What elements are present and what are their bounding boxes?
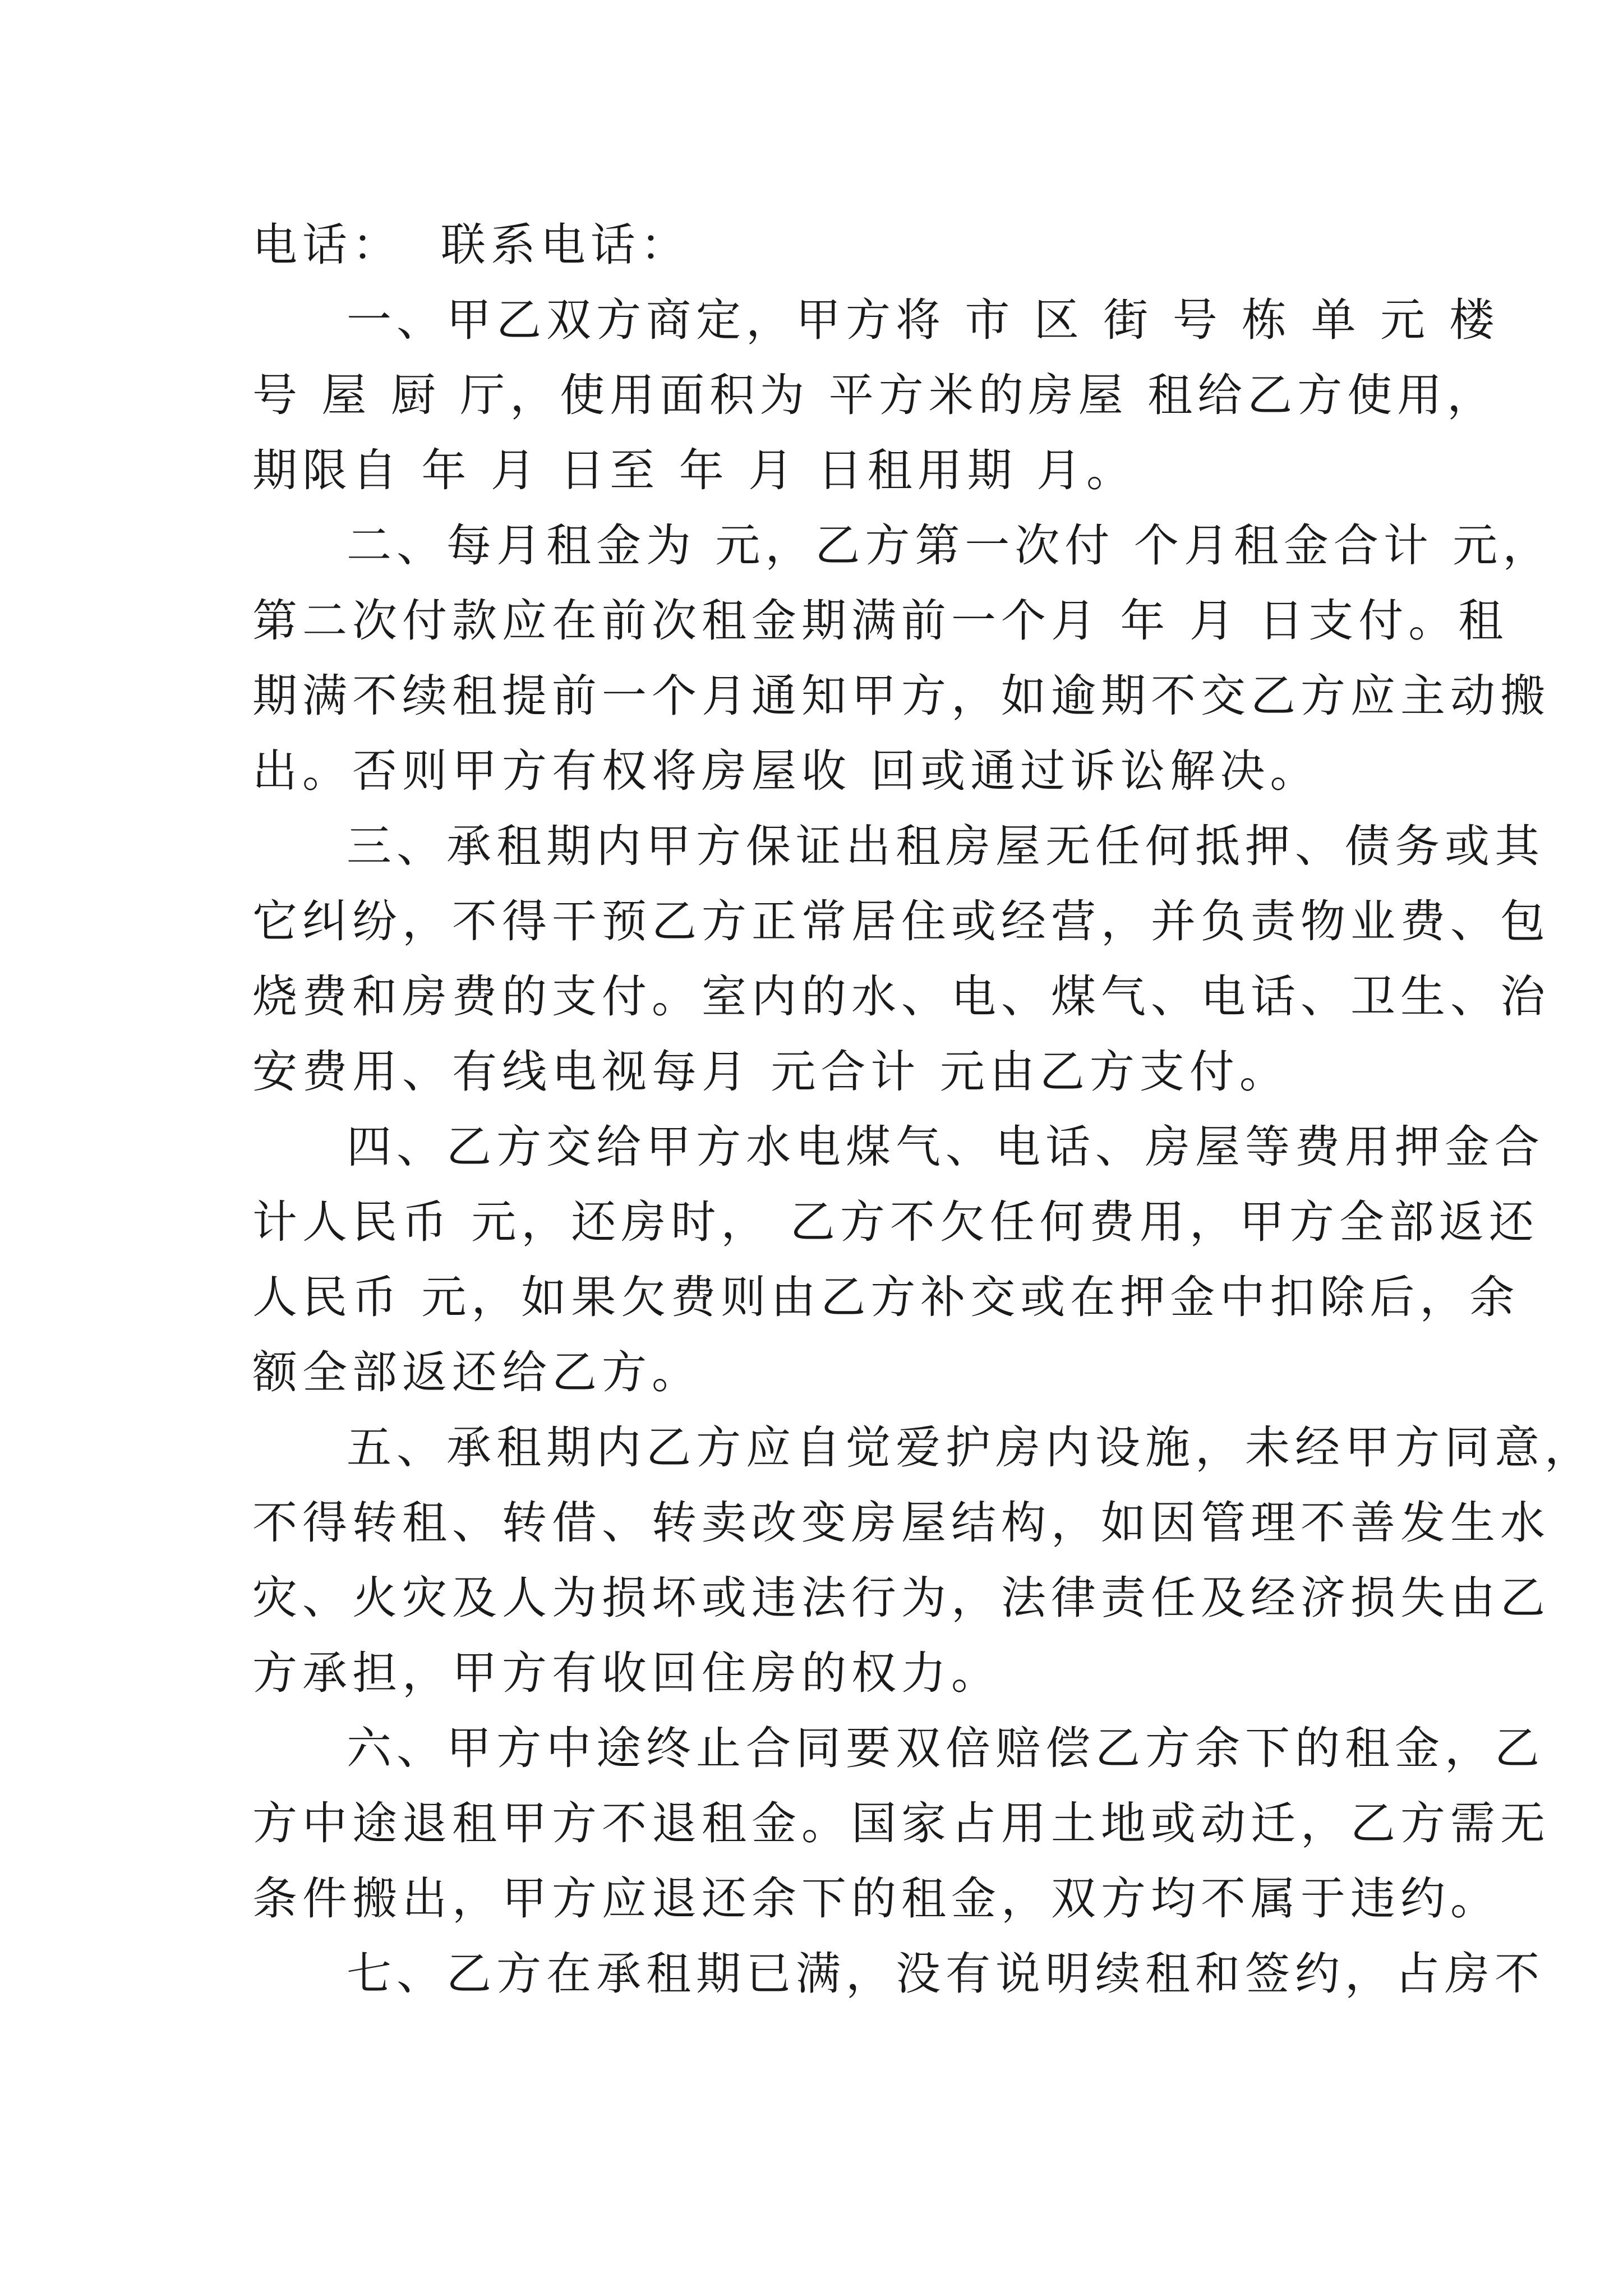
text-line: 安费用、有线电视每月 元合计 元由乙方支付。 [252,1046,1289,1098]
text-line: 出。否则甲方有权将房屋收 回或通过诉讼解决。 [252,745,1320,797]
text-line: 期限自 年 月 日至 年 月 日租用期 月。 [252,444,1137,496]
text-line-clause-3-start: 三、承租期内甲方保证出租房屋无任何抵押、债务或其 [347,820,1544,872]
text-line-clause-7-start: 七、乙方在承租期已满，没有说明续租和签约，占房不 [347,1948,1544,2000]
text-line: 不得转租、转借、转卖改变房屋结构，如因管理不善发生水 [252,1497,1550,1549]
text-line-clause-5-start: 五、承租期内乙方应自觉爱护房内设施，未经甲方同意， [347,1421,1594,1474]
text-line: 方中途退租甲方不退租金。国家占用土地或动迁，乙方需无 [252,1797,1550,1849]
text-line-clause-6-start: 六、甲方中途终止合同要双倍赔偿乙方余下的租金，乙 [347,1722,1544,1774]
text-line: 计人民币 元，还房时， 乙方不欠任何费用，甲方全部返还 [252,1196,1539,1248]
text-line: 条件搬出，甲方应退还余下的租金，双方均不属于违约。 [252,1872,1500,1925]
text-line-clause-2-start: 二、每月租金为 元，乙方第一次付 个月租金合计 元， [347,519,1553,572]
text-line-clause-4-start: 四、乙方交给甲方水电煤气、电话、房屋等费用押金合 [347,1121,1544,1173]
text-line: 人民币 元，如果欠费则由乙方补交或在押金中扣除后，余 [252,1271,1520,1323]
text-line-clause-1-start: 一、甲乙双方商定，甲方将 市 区 街 号 栋 单 元 楼 [347,294,1500,346]
text-line: 额全部返还给乙方。 [252,1346,702,1398]
text-line-phone: 电话： 联系电话： [252,219,690,271]
text-line: 期满不续租提前一个月通知甲方，如逾期不交乙方应主动搬 [252,670,1550,722]
text-line: 烧费和房费的支付。室内的水、电、煤气、电话、卫生、治 [252,970,1550,1023]
text-line: 第二次付款应在前次租金期满前一个月 年 月 日支付。租 [252,595,1509,647]
text-line: 它纠纷，不得干预乙方正常居住或经营，并负责物业费、包 [252,895,1550,947]
text-line: 灾、火灾及人为损坏或违法行为，法律责任及经济损失由乙 [252,1572,1550,1624]
text-line: 方承担，甲方有收回住房的权力。 [252,1647,1001,1699]
contract-text [252,208,1594,2012]
text-line: 号 屋 厨 厅，使用面积为 平方米的房屋 租给乙方使用， [252,369,1497,421]
